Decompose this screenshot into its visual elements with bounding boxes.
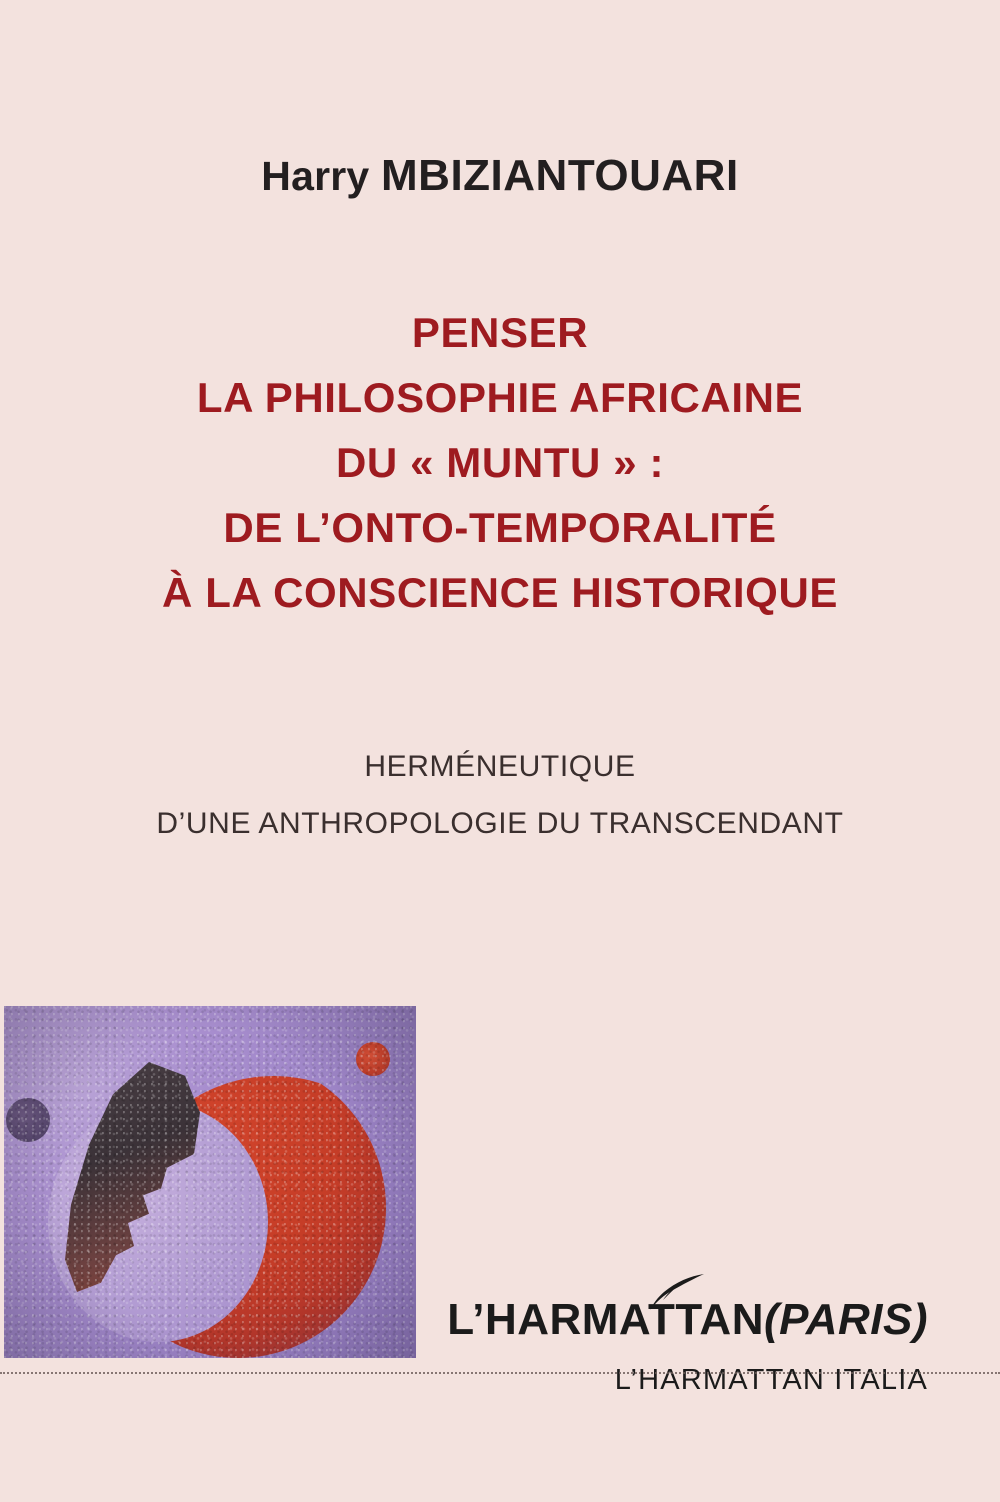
- book-subtitle: [0, 738, 1000, 852]
- publisher-city: (PARIS): [763, 1295, 928, 1344]
- title-line-1: PENSER: [411, 309, 589, 356]
- subtitle-line-2: D’UNE ANTHROPOLOGIE DU TRANSCENDANT: [156, 807, 844, 840]
- subtitle-line-1: HERMÉNEUTIQUE: [364, 750, 636, 783]
- artwork-moon-circle: [6, 1098, 50, 1142]
- title-line-2: LA PHILOSOPHIE AFRICAINE: [196, 374, 804, 422]
- publisher-imprint: L’HARMATTAN ITALIA: [614, 1364, 928, 1396]
- book-title: [0, 300, 1000, 625]
- publisher-block: [447, 1295, 928, 1397]
- title-line-5: À LA CONSCIENCE HISTORIQUE: [162, 569, 838, 617]
- publisher-name: L’HARMATTAN: [447, 1295, 764, 1344]
- dotted-divider: [0, 1372, 1000, 1374]
- cover-artwork: [4, 1006, 416, 1358]
- author-first-name: Harry: [261, 153, 370, 199]
- author-name: [0, 152, 1000, 200]
- author-last-name: MBIZIANTOUARI: [381, 151, 739, 200]
- title-line-3: DU « MUNTU » :: [335, 439, 665, 487]
- title-line-4: DE L’ONTO-TEMPORALITÉ: [223, 504, 777, 552]
- harmattan-leaf-icon: [646, 1272, 706, 1312]
- artwork-sun-circle: [356, 1042, 390, 1076]
